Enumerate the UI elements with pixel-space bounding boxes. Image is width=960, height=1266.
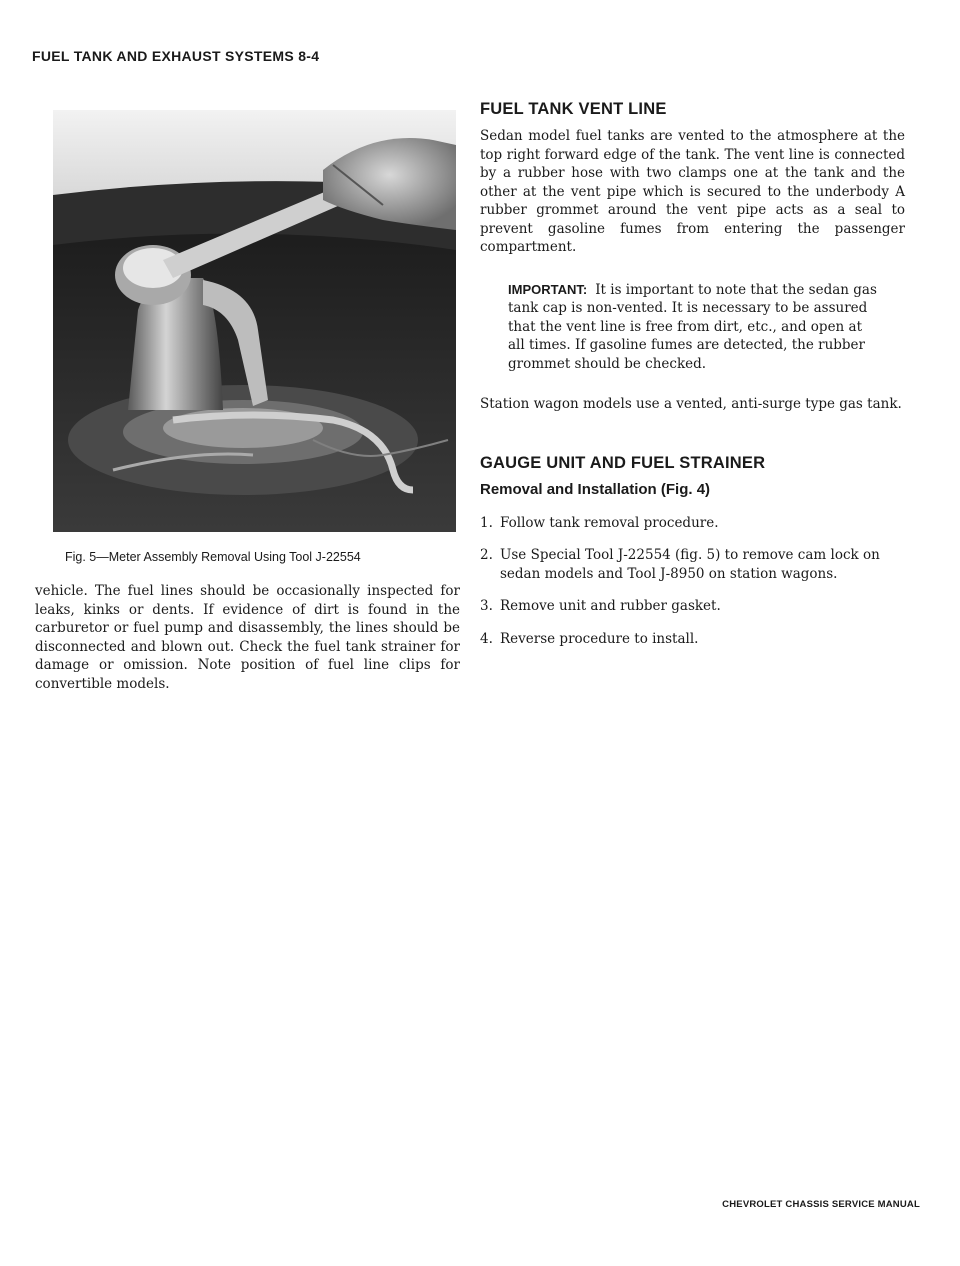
step-text: Reverse procedure to install.	[500, 630, 699, 647]
running-head: FUEL TANK AND EXHAUST SYSTEMS 8-4	[32, 48, 320, 64]
step-text: Remove unit and rubber gasket.	[500, 598, 721, 614]
left-column-paragraph: vehicle. The fuel lines should be occasionally inspected for leaks, kinks or dents. If evidence of dirt is found in the carburetor or fuel pump and disassembly, the lines should be disconnected and blown out. Check the fuel tank strainer for damage or omission. Note position of fuel line clips for convertible models.	[35, 583, 460, 692]
procedure-step	[480, 546, 905, 583]
figure-caption: Fig. 5—Meter Assembly Removal Using Tool J-22554	[65, 550, 361, 564]
figure-photo	[53, 110, 456, 532]
gauge-unit-heading: GAUGE UNIT AND FUEL STRAINER	[480, 453, 766, 472]
important-label: IMPORTANT:	[508, 281, 588, 297]
step-number: 2.	[480, 547, 493, 563]
step-text: Use Special Tool J-22554 (fig. 5) to remove cam lock on sedan models and Tool J-8950 on station wagons.	[500, 547, 880, 582]
footer-brand: CHEVROLET CHASSIS SERVICE MANUAL	[722, 1199, 920, 1210]
procedure-step	[480, 630, 905, 649]
procedure-steps	[480, 514, 905, 649]
procedure-step	[480, 514, 905, 533]
step-number: 1.	[480, 514, 493, 531]
station-wagon-paragraph: Station wagon models use a vented, anti-surge type gas tank.	[480, 396, 902, 412]
removal-subheading: Removal and Installation (Fig. 4)	[480, 480, 711, 498]
step-number: 3.	[480, 598, 493, 614]
right-column	[480, 100, 905, 662]
meter-removal-photo	[53, 110, 456, 532]
step-number: 4.	[480, 630, 493, 647]
important-text: It is important to note that the sedan gas tank cap is non-vented. It is necessary to be assured that the vent line is free from dirt, etc., and open at all times. If gasoline fumes are detected, the rubber grommet should be checked.	[508, 281, 877, 372]
step-text: Follow tank removal procedure.	[500, 514, 719, 531]
vent-line-paragraph: Sedan model fuel tanks are vented to the atmosphere at the top right forward edge of the tank. The vent line is connected by a rubber hose with two clamps one at the tank and the other at the vent pipe which is secured to the underbody A rubber grommet around the vent pipe acts as a seal to prevent gasoline fumes from entering the passenger compartment.	[480, 128, 905, 255]
important-note	[508, 281, 880, 374]
procedure-step	[480, 597, 905, 616]
vent-line-heading: FUEL TANK VENT LINE	[480, 100, 667, 118]
